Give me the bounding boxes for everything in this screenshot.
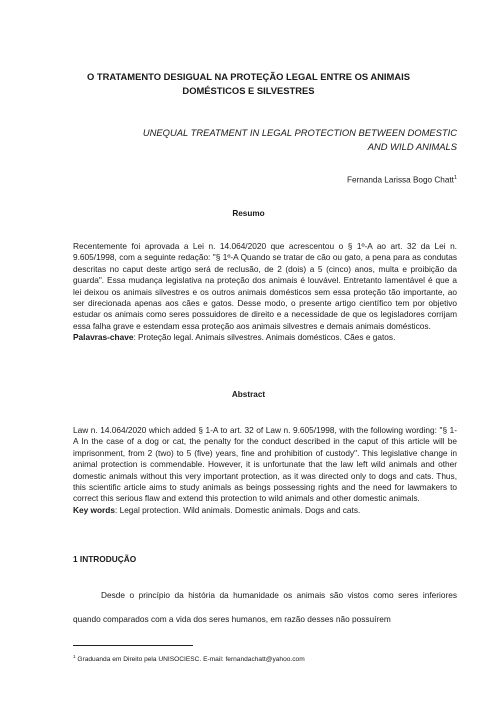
abstract-keywords-list: : Legal protection. Wild animals. Domestic animals. Dogs and cats. — [114, 504, 361, 515]
resumo-keywords — [73, 332, 457, 343]
footnote-separator — [73, 645, 193, 646]
abstract-keywords — [73, 505, 457, 516]
paper-title-english-line-2: AND WILD ANIMALS — [367, 141, 457, 152]
abstract-text: Law n. 14.064/2020 which added § 1-A to art. 32 of Law n. 9.605/1998, with the following wording: "§ 1-A In the case of a dog or cat, the penalty for the conduct described in the caput of this article will be imprisonment, from 2 (two) to 5 (five) years, fine and prohibition of custody". This legislative change in animal protection is commendable. However, it is unfortunate that the law left wild animals and other domestic animals without this very important protection, as it was directed only to dogs and cats. Thus, this scientific article aims to study animals as beings possessing rights and the need for lawmakers to correct this serious flaw and extend this protection to wild animals and other domestic animals. — [73, 425, 457, 504]
abstract-keywords-label: Key words — [73, 504, 115, 515]
paper-title-line-1: O TRATAMENTO DESIGUAL NA PROTEÇÃO LEGAL ENTRE OS ANIMAIS — [87, 71, 410, 82]
author-footnote-mark: 1 — [453, 175, 457, 181]
resumo-block — [73, 241, 457, 344]
introduction-paragraph: Desde o princípio da história da humanidade os animais são vistos como seres inferiores quando comparados com a vida dos seres humanos, em razão desses não possuírem — [73, 590, 457, 624]
paper-title — [70, 70, 427, 98]
abstract-block — [73, 425, 457, 516]
resumo-keywords-label: Palavras-chave — [73, 332, 134, 343]
introduction-body — [73, 583, 457, 631]
author-line — [347, 172, 457, 187]
paper-title-english-line-1: UNEQUAL TREATMENT IN LEGAL PROTECTION BETWEEN DOMESTIC — [142, 127, 457, 138]
footnote-mark: 1 — [73, 654, 76, 659]
resumo-text: Recentemente foi aprovada a Lei n. 14.064/2020 que acrescentou o § 1º-A ao art. 32 da Lei n. 9.605/1998, com a seguinte redação: "§ 1º-A Quando se tratar de cão ou gato, a pena para as condutas descritas no caput deste artigo será de reclusão, de 2 (dois) a 5 (cinco) anos, multa e proibição da guarda". Essa mudança legislativa na proteção dos animais é louvável. Entretanto lamentável é que a lei deixou os animais silvestres e os outros animais domésticos sem essa proteção tão importante, ao ser direcionada apenas aos cães e gatos. Desse modo, o presente artigo científico tem por objetivo estudar os animais como seres possuidores de direito e a necessidade de que os legisladores corrijam essa falha grave e estendam essa proteção aos animais silvestres e demais animais domésticos. — [73, 241, 457, 331]
author-name: Fernanda Larissa Bogo Chatt — [346, 175, 454, 185]
resumo-heading: Resumo — [232, 209, 265, 218]
footnote — [73, 652, 305, 664]
section-heading-introducao: 1 INTRODUÇÃO — [73, 554, 137, 564]
paper-title-line-2: DOMÉSTICOS E SILVESTRES — [182, 85, 315, 96]
abstract-heading: Abstract — [231, 390, 266, 399]
footnote-text: Graduanda em Direito pela UNISOCIESC. E-mail: fernandachatt@yahoo.com — [75, 656, 305, 664]
resumo-keywords-list: : Proteção legal. Animais silvestres. Animais domésticos. Cães e gatos. — [133, 332, 396, 343]
paper-title-english — [123, 126, 457, 154]
